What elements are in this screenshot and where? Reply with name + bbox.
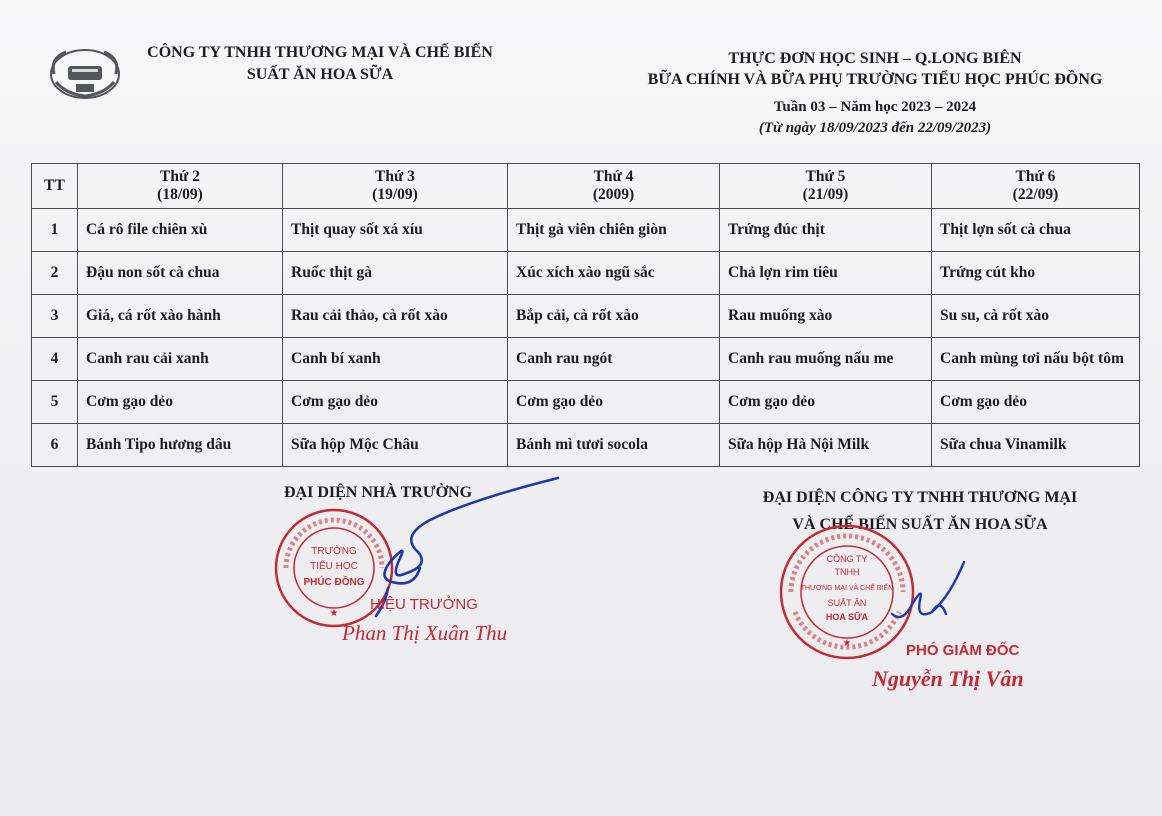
menu-cell: Bánh mì tươi socola: [508, 424, 720, 467]
menu-cell: Thịt quay sốt xá xíu: [283, 209, 508, 252]
day-name: Thứ 4: [593, 168, 634, 185]
stamp-line: SUẤT ĂN: [827, 598, 867, 608]
day-header: [78, 164, 283, 209]
deputy-director-title: PHÓ GIÁM ĐỐC: [906, 642, 1020, 659]
table-row: [32, 381, 1140, 424]
company-line-2: SUẤT ĂN HOA SỮA: [246, 66, 394, 83]
menu-cell: Rau muống xào: [720, 295, 932, 338]
menu-cell: Giá, cá rốt xào hành: [78, 295, 283, 338]
menu-cell: Xúc xích xào ngũ sắc: [508, 252, 720, 295]
row-number: 4: [32, 338, 78, 381]
stamp-line: HOA SỮA: [825, 612, 869, 622]
menu-cell: Chả lợn rim tiêu: [720, 252, 932, 295]
menu-cell: Cơm gạo dẻo: [720, 381, 932, 424]
table-row: [32, 338, 1140, 381]
table-row: [32, 295, 1140, 338]
menu-cell: Cá rô file chiên xù: [78, 209, 283, 252]
svg-text:★: ★: [842, 638, 852, 649]
day-header: [720, 164, 932, 209]
menu-cell: Thịt lợn sốt cà chua: [932, 209, 1140, 252]
company-rep-line-2: VÀ CHẾ BIẾN SUẤT ĂN HOA SỮA: [792, 516, 1048, 533]
row-number: 6: [32, 424, 78, 467]
day-date: (21/09): [802, 186, 849, 203]
menu-cell: Cơm gạo dẻo: [508, 381, 720, 424]
menu-cell: Rau cải thảo, cà rốt xào: [283, 295, 508, 338]
day-name: Thứ 3: [375, 168, 415, 185]
menu-cell: Đậu non sốt cà chua: [78, 252, 283, 295]
table-row: [32, 209, 1140, 252]
day-name: Thứ 6: [1015, 168, 1056, 185]
principal-title: HIỆU TRƯỞNG: [370, 596, 478, 613]
row-number: 5: [32, 381, 78, 424]
menu-cell: Sữa hộp Hà Nội Milk: [720, 424, 932, 467]
stamp-line: CÔNG TY: [826, 554, 868, 564]
menu-cell: Trứng đúc thịt: [720, 209, 932, 252]
menu-subtitle: BỮA CHÍNH VÀ BỮA PHỤ TRƯỜNG TIỂU HỌC PHÚC ĐỒNG: [647, 71, 1103, 88]
company-rep-line-1: ĐẠI DIỆN CÔNG TY TNHH THƯƠNG MẠI: [762, 489, 1078, 506]
menu-cell: Canh mùng tơi nấu bột tôm: [932, 338, 1140, 381]
menu-cell: Sữa chua Vinamilk: [932, 424, 1140, 467]
row-number: 3: [32, 295, 78, 338]
stamp-line: TRƯỜNG: [311, 546, 357, 557]
day-date: (2009): [592, 186, 635, 203]
stamp-line: THƯƠNG MẠI VÀ CHẾ BIẾN: [800, 585, 894, 592]
day-date: (19/09): [372, 186, 418, 203]
tt-header: TT: [32, 164, 78, 209]
day-name: Thứ 5: [805, 168, 846, 185]
menu-cell: Trứng cút kho: [932, 252, 1140, 295]
menu-cell: Su su, cà rốt xào: [932, 295, 1140, 338]
svg-text:★: ★: [329, 608, 339, 619]
menu-cell: Canh bí xanh: [283, 338, 508, 381]
day-date: (18/09): [157, 186, 203, 203]
menu-cell: Sữa hộp Mộc Châu: [283, 424, 508, 467]
stamp-line: PHÚC ĐỒNG: [303, 577, 365, 588]
day-header: [932, 164, 1140, 209]
table-row: [32, 424, 1140, 467]
day-header: [283, 164, 508, 209]
menu-cell: Bắp cải, cà rốt xào: [508, 295, 720, 338]
menu-cell: Thịt gà viên chiên giòn: [508, 209, 720, 252]
company-name: [120, 42, 520, 86]
company-logo: [46, 44, 124, 104]
menu-table: [31, 163, 1140, 467]
company-representative-label: [700, 484, 1140, 538]
day-name: Thứ 2: [160, 168, 200, 185]
menu-cell: Cơm gạo dẻo: [78, 381, 283, 424]
school-representative-label: ĐẠI DIỆN NHÀ TRƯỜNG: [284, 484, 473, 501]
stamp-line: TNHH: [834, 567, 860, 577]
menu-cell: Ruốc thịt gà: [283, 252, 508, 295]
week-label: Tuần 03 – Năm học 2023 – 2024: [773, 99, 977, 115]
menu-cell: Cơm gạo dẻo: [283, 381, 508, 424]
deputy-director-name: Nguyễn Thị Vân: [872, 666, 1024, 691]
menu-heading: [610, 48, 1140, 139]
deputy-director-signature: [880, 556, 980, 626]
date-range: (Từ ngày 18/09/2023 đến 22/09/2023): [758, 120, 992, 136]
menu-cell: Canh rau cải xanh: [78, 338, 283, 381]
menu-cell: Canh rau muống nấu me: [720, 338, 932, 381]
day-header: [508, 164, 720, 209]
menu-title: THỰC ĐƠN HỌC SINH – Q.LONG BIÊN: [728, 50, 1022, 67]
row-number: 1: [32, 209, 78, 252]
day-date: (22/09): [1012, 186, 1059, 203]
company-line-1: CÔNG TY TNHH THƯƠNG MẠI VÀ CHẾ BIẾN: [147, 44, 493, 61]
table-row: [32, 252, 1140, 295]
row-number: 2: [32, 252, 78, 295]
menu-cell: Cơm gạo dẻo: [932, 381, 1140, 424]
stamp-line: TIỂU HỌC: [310, 561, 358, 572]
table-header-row: [32, 164, 1140, 209]
menu-cell: Bánh Tipo hương dâu: [78, 424, 283, 467]
principal-name: Phan Thị Xuân Thu: [342, 621, 508, 645]
menu-cell: Canh rau ngót: [508, 338, 720, 381]
